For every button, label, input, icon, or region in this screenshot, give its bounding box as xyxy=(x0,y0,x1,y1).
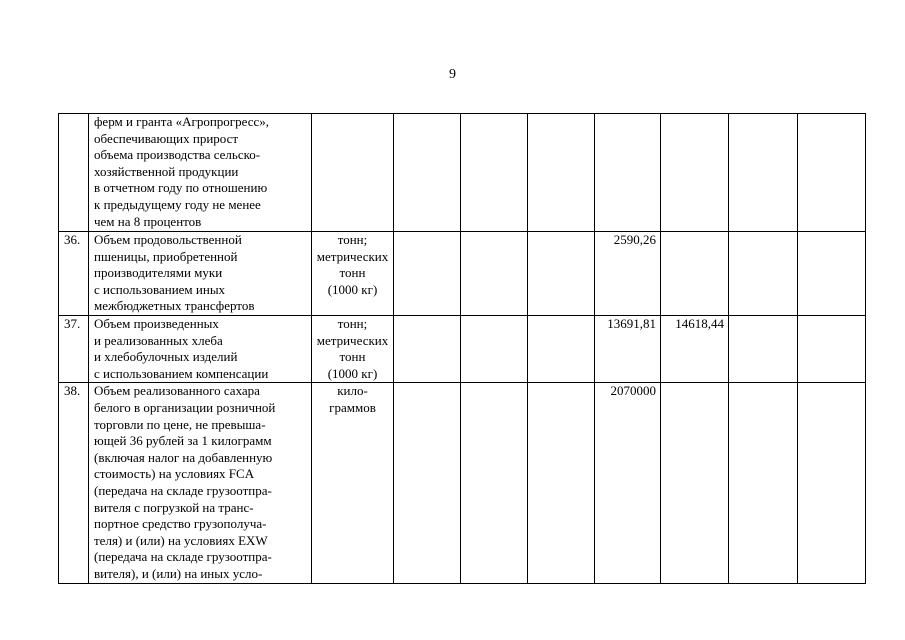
value-cell xyxy=(729,114,798,232)
indicator-table xyxy=(58,113,866,584)
table-row xyxy=(59,383,866,584)
value-cell xyxy=(729,316,798,383)
value-cell xyxy=(394,383,461,584)
value-cell xyxy=(661,383,729,584)
value-cell: 14618,44 xyxy=(661,316,729,383)
value-cell xyxy=(528,114,595,232)
indicator-name: Объем произведенных и реализованных хлеба и хлебобулочных изделий с использованием компенсации xyxy=(89,316,312,383)
value-cell xyxy=(798,232,866,316)
indicator-name: ферм и гранта «Агропрогресс», обеспечивающих прирост объема производства сельско- хозяйственной продукции в отчетном году по отношению к предыдущему году не менее чем на 8 процентов xyxy=(89,114,312,232)
table-row xyxy=(59,316,866,383)
value-cell xyxy=(798,316,866,383)
value-cell xyxy=(729,383,798,584)
value-cell xyxy=(528,316,595,383)
unit-of-measure: кило- граммов xyxy=(312,383,394,584)
value-cell xyxy=(461,316,528,383)
page-number: 9 xyxy=(449,67,456,82)
value-cell xyxy=(461,232,528,316)
table-row xyxy=(59,114,866,232)
unit-of-measure: тонн; метрических тонн (1000 кг) xyxy=(312,316,394,383)
value-cell xyxy=(798,383,866,584)
indicator-name: Объем продовольственной пшеницы, приобретенной производителями муки с использованием иных межбюджетных трансфертов xyxy=(89,232,312,316)
value-cell xyxy=(528,232,595,316)
unit-of-measure: тонн; метрических тонн (1000 кг) xyxy=(312,232,394,316)
unit-of-measure xyxy=(312,114,394,232)
row-number xyxy=(59,114,89,232)
value-cell xyxy=(394,114,461,232)
value-cell xyxy=(461,114,528,232)
table-row xyxy=(59,232,866,316)
value-cell: 2070000 xyxy=(595,383,661,584)
row-number: 38. xyxy=(59,383,89,584)
value-cell xyxy=(661,232,729,316)
value-cell: 2590,26 xyxy=(595,232,661,316)
value-cell xyxy=(394,316,461,383)
value-cell xyxy=(595,114,661,232)
row-number: 36. xyxy=(59,232,89,316)
value-cell xyxy=(729,232,798,316)
value-cell xyxy=(661,114,729,232)
value-cell xyxy=(528,383,595,584)
value-cell xyxy=(394,232,461,316)
indicator-name: Объем реализованного сахара белого в организации розничной торговли по цене, не превыша- ющей 36 рублей за 1 килограмм (включая налог на добавленную стоимость) на условиях FCA (передача на складе грузоотпра- вителя с погрузкой на транс- портное средство грузополуча- теля) и (или) на условиях EXW (передача на складе грузоотпра- вителя), и (или) на иных усло- xyxy=(89,383,312,584)
value-cell xyxy=(461,383,528,584)
value-cell xyxy=(798,114,866,232)
row-number: 37. xyxy=(59,316,89,383)
value-cell: 13691,81 xyxy=(595,316,661,383)
